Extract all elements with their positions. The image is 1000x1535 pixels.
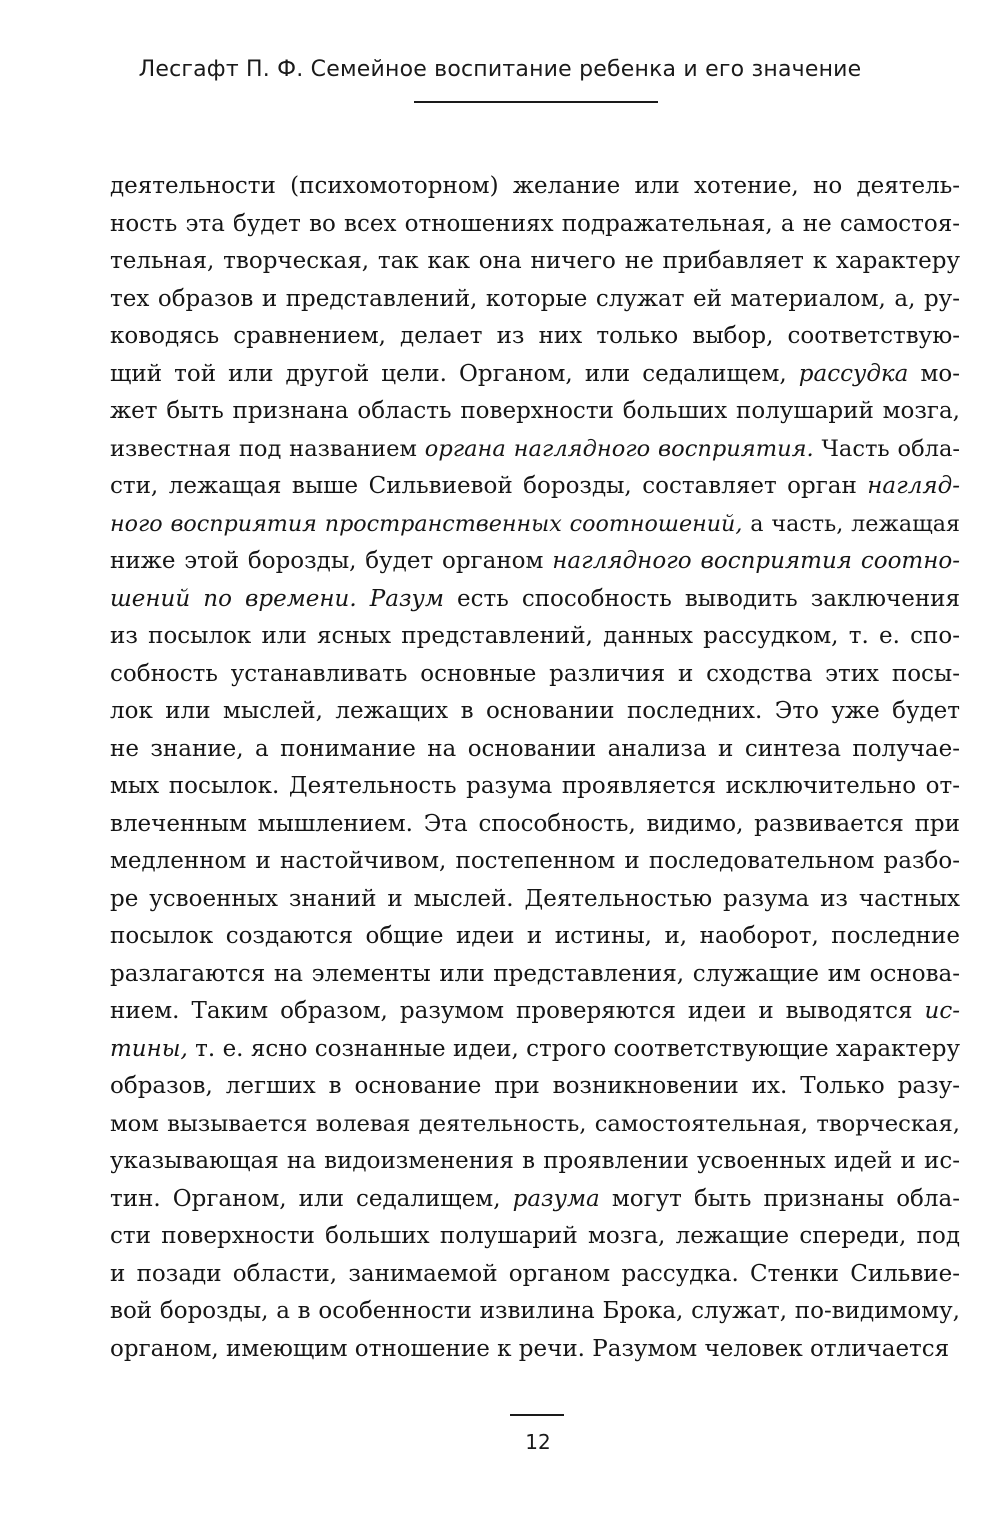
italic-term: ного восприятия пространственных соотношений, xyxy=(110,510,743,537)
text-segment: ниже этой борозды, будет органом xyxy=(110,548,553,574)
text-segment: разлагаются на элементы или представления, служащие им основа- xyxy=(110,960,960,987)
text-segment: сти поверхности больших полушарий мозга, лежащие спереди, под xyxy=(110,1223,960,1249)
italic-term: тины, xyxy=(110,1035,188,1062)
text-segment: тех образов и представлений, которые служат ей материалом, а, ру- xyxy=(110,285,960,312)
text-line xyxy=(110,618,960,656)
text-segment: тельная, творческая, так как она ничего не прибавляет к характеру xyxy=(110,248,960,274)
text-line xyxy=(110,693,960,731)
italic-term: разума xyxy=(512,1185,600,1212)
text-segment: не знание, а понимание на основании анализа и синтеза получае- xyxy=(110,735,960,762)
text-segment: тин. Органом, или седалищем, xyxy=(110,1185,513,1212)
text-line xyxy=(110,843,960,881)
text-segment: а часть, лежащая xyxy=(742,510,960,537)
text-segment: из посылок или ясных представлений, данных рассудком, т. е. спо- xyxy=(110,623,960,649)
text-segment: нием. Таким образом, разумом проверяются идеи и выводятся xyxy=(110,998,925,1024)
text-segment: посылок создаются общие идеи и истины, и, наоборот, последние xyxy=(110,923,960,949)
text-line xyxy=(110,243,960,281)
text-line xyxy=(110,468,960,506)
text-line xyxy=(110,1256,960,1294)
text-line xyxy=(110,431,960,469)
text-line xyxy=(110,356,960,394)
italic-term: нагляд- xyxy=(867,473,960,499)
text-segment: мых посылок. Деятельность разума проявляется исключительно от- xyxy=(110,773,960,799)
italic-term: наглядного восприятия соотно- xyxy=(552,548,960,574)
text-line xyxy=(110,543,960,581)
text-line xyxy=(110,881,960,919)
text-segment: известная под названием xyxy=(110,435,425,462)
italic-term: органа наглядного восприятия. xyxy=(424,435,814,462)
text-segment: ре усвоенных знаний и мыслей. Деятельностью разума из частных xyxy=(110,885,960,912)
text-line xyxy=(110,281,960,319)
text-line xyxy=(110,506,960,544)
text-line xyxy=(110,1031,960,1069)
text-line xyxy=(110,1293,960,1331)
text-segment: мо- xyxy=(908,360,960,387)
footer-divider xyxy=(510,1414,564,1416)
text-line xyxy=(110,393,960,431)
text-segment: лок или мыслей, лежащих в основании последних. Это уже будет xyxy=(110,698,960,724)
text-line xyxy=(110,656,960,694)
text-line xyxy=(110,206,960,244)
text-line xyxy=(110,1068,960,1106)
text-segment: указывающая на видоизменения в проявлении усвоенных идей и ис- xyxy=(110,1148,960,1174)
text-line xyxy=(110,581,960,619)
text-line xyxy=(110,731,960,769)
text-segment: и позади области, занимаемой органом рассудка. Стенки Сильвие- xyxy=(110,1260,960,1287)
text-segment: Часть обла- xyxy=(813,435,961,462)
text-line xyxy=(110,168,960,206)
text-segment: влеченным мышлением. Эта способность, видимо, развивается при xyxy=(110,810,960,837)
text-segment: органом, имеющим отношение к речи. Разумом человек отличается xyxy=(110,1335,950,1362)
text-segment: т. е. ясно сознанные идеи, строго соответствующие характеру xyxy=(187,1035,960,1062)
text-segment: мом вызывается волевая деятельность, самостоятельная, творческая, xyxy=(110,1110,960,1137)
text-segment: вой борозды, а в особенности извилина Брока, служат, по-видимому, xyxy=(110,1298,960,1324)
text-segment: собность устанавливать основные различия и сходства этих посы- xyxy=(110,660,960,687)
text-line xyxy=(110,993,960,1031)
text-line xyxy=(110,318,960,356)
italic-term: рассудка xyxy=(798,360,909,387)
text-segment: щий той или другой цели. Органом, или седалищем, xyxy=(110,360,799,387)
text-line xyxy=(110,768,960,806)
text-segment: образов, легших в основание при возникновении их. Только разу- xyxy=(110,1073,960,1099)
text-line xyxy=(110,1106,960,1144)
italic-term: шений по времени. Разум xyxy=(110,585,444,612)
italic-term: ис- xyxy=(924,998,960,1024)
text-line xyxy=(110,918,960,956)
text-segment: сти, лежащая выше Сильвиевой борозды, составляет орган xyxy=(110,473,868,499)
text-line xyxy=(110,1331,960,1369)
text-segment: деятельности (психомоторном) желание или хотение, но деятель- xyxy=(110,173,960,199)
text-segment: ководясь сравнением, делает из них только выбор, соответствую- xyxy=(110,323,960,349)
body-text xyxy=(110,168,960,1368)
text-line xyxy=(110,1218,960,1256)
text-line xyxy=(110,806,960,844)
text-segment: медленном и настойчивом, постепенном и последовательном разбо- xyxy=(110,848,960,874)
text-segment: могут быть признаны обла- xyxy=(599,1185,960,1212)
text-line xyxy=(110,1143,960,1181)
text-segment: есть способность выводить заключения xyxy=(443,585,960,612)
text-segment: ность эта будет во всех отношениях подражательная, а не самостоя- xyxy=(110,210,960,237)
page-number: 12 xyxy=(525,1430,551,1454)
text-segment: жет быть признана область поверхности больших полушарий мозга, xyxy=(110,398,960,424)
header-divider xyxy=(414,101,658,103)
text-line xyxy=(110,1181,960,1219)
text-line xyxy=(110,956,960,994)
running-header: Лесгафт П. Ф. Семейное воспитание ребенка и его значение xyxy=(138,57,862,82)
